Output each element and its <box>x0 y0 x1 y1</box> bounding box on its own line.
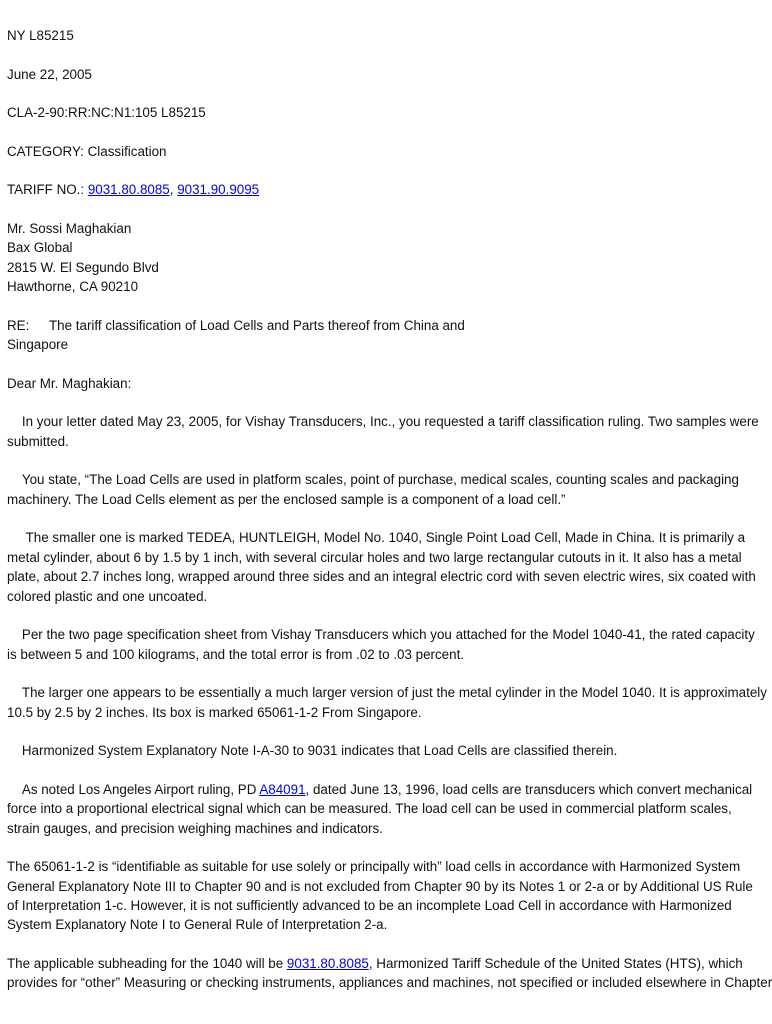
tariff-label: TARIFF NO.: <box>7 182 88 198</box>
paragraph-9-line-1-end: , Harmonized Tariff Schedule of the United States (HTS), which <box>368 956 743 971</box>
paragraph-2: You state, “The Load Cells are used in platform scales, point of purchase, medical scales, counting scales and packaging machinery. The Load Cells element as per the enclosed sample is a component of a load cell.” <box>7 472 743 507</box>
ruling-date: June 22, 2005 <box>7 66 92 82</box>
address-name: Mr. Sossi Maghakian <box>7 220 132 236</box>
tariff-separator: , <box>169 182 178 198</box>
re-label: RE: <box>7 317 30 333</box>
re-line-1 <box>7 316 767 335</box>
address-block <box>7 219 767 297</box>
paragraph-5: The larger one appears to be essentially a much larger version of just the metal cylinder in the Model 1040. It is approximately 10.5 by 2.5 by 2 inches. Its box is marked 65061-1-2 From Singapore. <box>7 685 771 720</box>
paragraph-6: Harmonized System Explanatory Note I-A-30 to 9031 indicates that Load Cells are classified therein. <box>7 743 618 759</box>
paragraph-9-line-2: provides for “other” Measuring or checking instruments, appliances and machines, not specified or included elsewhere in Chapter <box>7 975 772 991</box>
ruling-link-a84091[interactable]: A84091 <box>259 781 306 797</box>
tariff-link-9031-80-8085[interactable]: 9031.80.8085 <box>87 182 170 198</box>
address-company: Bax Global <box>7 240 73 256</box>
paragraph-1: In your letter dated May 23, 2005, for Vishay Transducers, Inc., you requested a tariff classification ruling. Two samples were submitted. <box>7 414 763 449</box>
address-city: Hawthorne, CA 90210 <box>7 279 139 295</box>
address-street: 2815 W. El Segundo Blvd <box>7 259 159 275</box>
paragraph-8: The 65061-1-2 is “identifiable as suitable for use solely or principally with” load cells in accordance with Harmonized System General Explanatory Note III to Chapter 90 and is not excluded from Chapter 90 by its Notes 1 or 2-a or by Additional US Rule of Interpretation 1-c. However, it is not sufficiently advanced to be an incomplete Load Cell in accordance with Harmonized System Explanatory Note I to General Rule of Interpretation 2-a. <box>7 859 757 933</box>
paragraph-3: The smaller one is marked TEDEA, HUNTLEIGH, Model No. 1040, Single Point Load Cell, Made in China. It is primarily a metal cylinder, about 6 by 1.5 by 1 inch, with several circular holes and two large rectangular cutouts in it. It also has a metal plate, about 2.7 inches long, wrapped around three sides and an integral electric cord with seven electric wires, six coated with colored plastic and one uncoated. <box>7 530 760 604</box>
tariff-link-9031-90-9095[interactable]: 9031.90.9095 <box>177 182 260 198</box>
re-line-2: Singapore <box>7 337 69 353</box>
ruling-letter <box>7 26 772 1012</box>
paragraph-7 <box>7 780 767 838</box>
paragraph-7-start: As noted Los Angeles Airport ruling, PD <box>7 781 260 797</box>
re-subject: The tariff classification of Load Cells and Parts thereof from China and <box>49 317 465 333</box>
paragraph-4: Per the two page specification sheet from Vishay Transducers which you attached for the Model 1040-41, the rated capacity is between 5 and 100 kilograms, and the total error is from .02 to .03 percent. <box>7 627 759 662</box>
ruling-number: NY L85215 <box>7 28 74 43</box>
salutation: Dear Mr. Maghakian: <box>7 375 132 391</box>
re-block <box>7 316 767 355</box>
paragraph-9-start: The applicable subheading for the 1040 will be <box>7 956 287 971</box>
tariff-link-9031-80-8085-body[interactable]: 9031.80.8085 <box>286 956 369 971</box>
tariff-line <box>7 180 767 199</box>
cla-reference: CLA-2-90:RR:NC:N1:105 L85215 <box>7 105 206 121</box>
paragraph-7-end: , dated June 13, 1996, load cells are transducers which convert mechanical force into a proportional electrical signal which can be measured. The load cell can be used in commercial platform scales, strain gauges, and precision weighing machines and indicators. <box>7 781 756 836</box>
category-line: CATEGORY: Classification <box>7 143 167 159</box>
paragraph-9 <box>7 954 772 993</box>
